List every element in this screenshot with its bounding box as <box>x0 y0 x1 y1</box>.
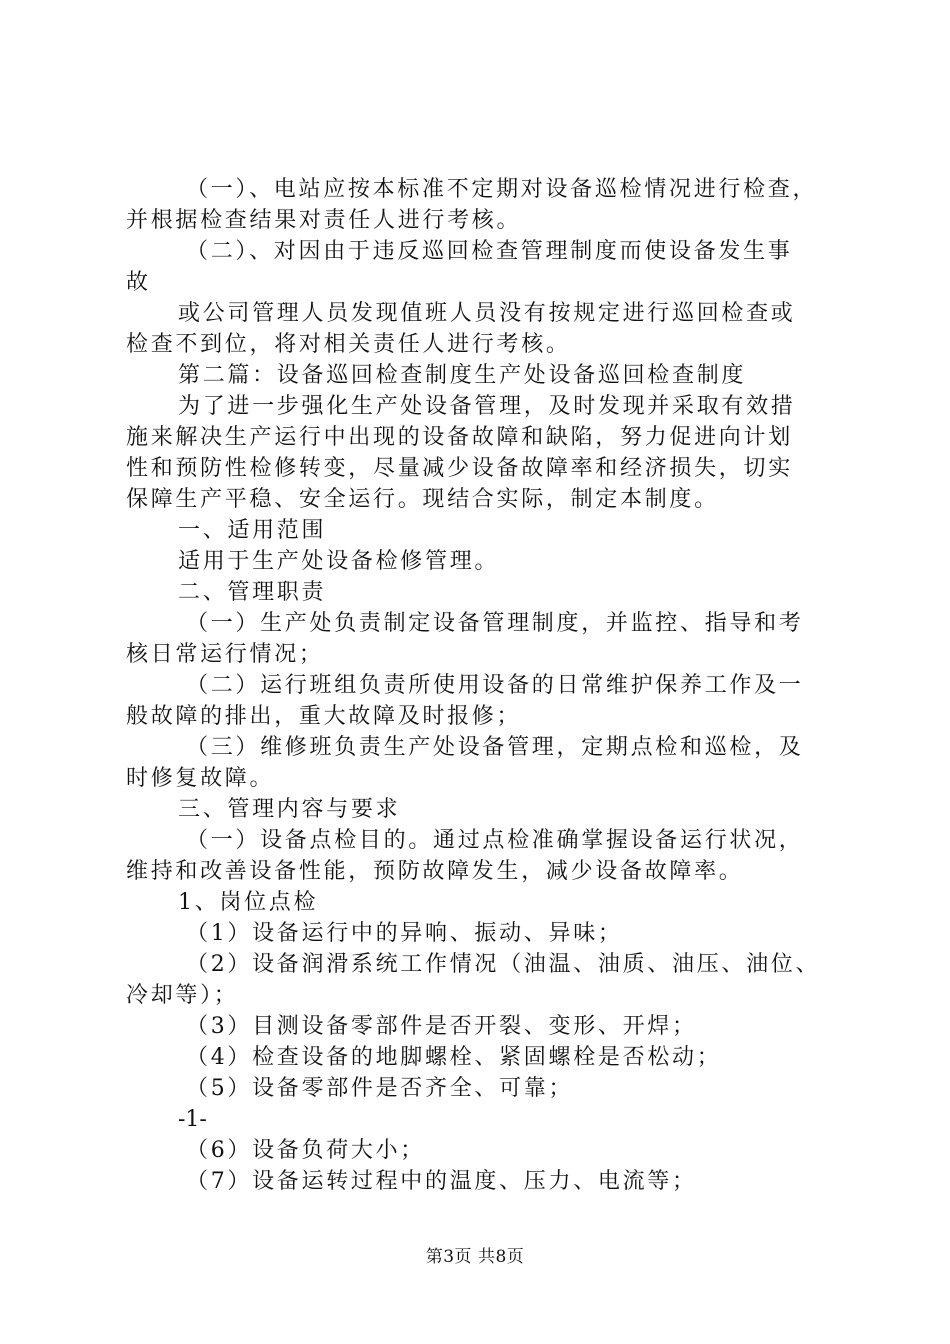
paragraph-line: 或公司管理人员发现值班人员没有按规定进行巡回检查或 <box>178 301 796 326</box>
paragraph-line: 适用于生产处设备检修管理。 <box>178 549 500 574</box>
list-item: 冷却等）； <box>126 983 239 1008</box>
paragraph-line: （一）、电站应按本标准不定期对设备巡检情况进行检查， <box>186 177 818 202</box>
paragraph-line: 故 <box>126 270 151 295</box>
list-item: （4）检查设备的地脚螺栓、紧固螺栓是否松动； <box>186 1045 722 1070</box>
section-heading: 二、管理职责 <box>178 580 327 605</box>
paragraph-line: 为了进一步强化生产处设备管理，及时发现并采取有效措 <box>178 394 796 419</box>
list-item: （6）设备负荷大小； <box>186 1138 425 1163</box>
paragraph-line: （三）维修班负责生产处设备管理，定期点检和巡检，及 <box>186 735 804 760</box>
subsection-heading: 1、岗位点检 <box>178 890 319 915</box>
list-item: （5）设备零部件是否齐全、可靠； <box>186 1076 574 1101</box>
paragraph-line: 时修复故障。 <box>126 766 275 791</box>
document-body <box>126 174 846 1197</box>
paragraph-line: 施来解决生产运行中出现的设备故障和缺陷，努力促进向计划 <box>126 425 793 450</box>
paragraph-line: （一）设备点检目的。通过点检准确掌握设备运行状况， <box>186 828 804 853</box>
paragraph-line: 般故障的排出，重大故障及时报修； <box>126 704 522 729</box>
paragraph-line: （二）运行班组负责所使用设备的日常维护保养工作及一 <box>186 673 804 698</box>
paragraph-line: （二）、对因由于违反巡回检查管理制度而使设备发生事 <box>186 239 793 264</box>
paragraph-line: 保障生产平稳、安全运行。现结合实际，制定本制度。 <box>126 487 719 512</box>
list-item: （2）设备润滑系统工作情况（油温、油质、油压、油位、 <box>186 952 821 977</box>
inline-page-number: -1- <box>178 1107 207 1132</box>
page-footer: 第3页 共8页 <box>425 1247 525 1267</box>
paragraph-line: 检查不到位，将对相关责任人进行考核。 <box>126 332 571 357</box>
section-heading: 一、适用范围 <box>178 518 327 543</box>
paragraph-line: 性和预防性检修转变，尽量减少设备故障率和经济损失，切实 <box>126 456 793 481</box>
section-heading: 三、管理内容与要求 <box>178 797 401 822</box>
paragraph-line: （一）生产处负责制定设备管理制度，并监控、指导和考 <box>186 611 804 636</box>
paragraph-line: 核日常运行情况； <box>126 642 324 667</box>
list-item: （7）设备运转过程中的温度、压力、电流等； <box>186 1169 697 1194</box>
list-item: （1）设备运行中的异响、振动、异味； <box>186 921 623 946</box>
paragraph-line: 并根据检查结果对责任人进行考核。 <box>126 208 522 233</box>
list-item: （3）目测设备零部件是否开裂、变形、开焊； <box>186 1014 697 1039</box>
paragraph-line: 维持和改善设备性能，预防故障发生，减少设备故障率。 <box>126 859 744 884</box>
section-heading: 第二篇：设备巡回检查制度生产处设备巡回检查制度 <box>178 363 747 388</box>
